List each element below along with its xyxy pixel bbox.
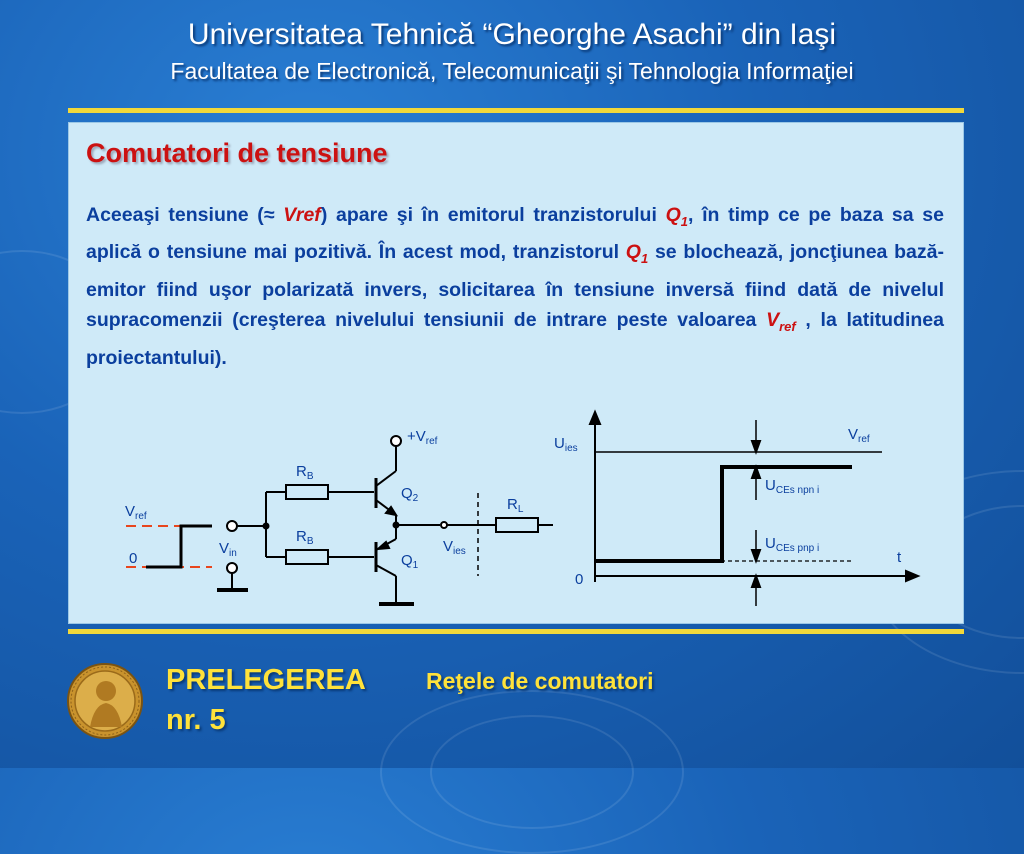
- lecture-topic: Reţele de comutatori: [426, 668, 654, 694]
- uces-npn-label: $U_{CEs npn i}$: [765, 477, 820, 496]
- rb1-resistor: [286, 485, 328, 499]
- rb2-resistor: [286, 550, 328, 564]
- lecture-label: PRELEGEREA: [166, 664, 366, 696]
- vin-label: $V_{in}$: [219, 540, 237, 559]
- input-step-signal: [146, 526, 212, 567]
- rb2-label: $R_B$: [296, 528, 314, 547]
- time-label: t: [897, 549, 902, 566]
- text-run: ) apare şi în emitorul tranzistorului: [320, 204, 666, 226]
- uces-pnp-label: $U_{CEs pnp i}$: [765, 535, 820, 554]
- vref-left-label: $V_{ref}$: [125, 503, 147, 522]
- origin-label: 0: [575, 571, 584, 588]
- vref-term: $V_{ref}$: [766, 309, 796, 335]
- q1-term: $Q_1$: [625, 241, 649, 267]
- vref-right-label: $V_{ref}$: [848, 426, 870, 445]
- q1-term: $Q_1$: [665, 204, 688, 229]
- uies-label: $U_{ies}$: [554, 435, 578, 454]
- vin-terminal: [227, 521, 237, 531]
- output-node: [441, 522, 447, 528]
- rl-label: $R_L$: [507, 496, 524, 515]
- text-run: , în timp ce pe baza sa se aplică o tensiune mai pozitivă. În acest mod, tranzistorul: [86, 204, 944, 264]
- zero-left-label: 0: [129, 550, 138, 567]
- text-run: Aceeaşi tensiune (: [86, 204, 264, 226]
- university-title: Universitatea Tehnică “Gheorghe Asachi” din Iaşi: [187, 18, 837, 51]
- q2-label: $Q_2$: [401, 485, 419, 504]
- text-run: se blochează, joncţiunea bază-emitor fiind uşor polarizată invers, solicitarea în tensiune inversă fiind dată de nivelul supracomenzii (creşterea nivelului tensiunii de intrare peste valoarea: [86, 241, 944, 332]
- slide-title: Comutatori de tensiune: [86, 138, 388, 168]
- text-run: , la latitudinea proiectantului).: [86, 309, 944, 369]
- vref-terminal: [391, 436, 401, 446]
- approx-symbol: ≈: [263, 204, 275, 226]
- ground-terminal: [227, 563, 237, 573]
- rl-resistor: [496, 518, 538, 532]
- vies-label: $V_{ies}$: [443, 538, 466, 557]
- vref-top-label: $+V_{ref}$: [407, 428, 438, 447]
- q1-label: $Q_1$: [401, 552, 419, 571]
- rb1-label: $R_B$: [296, 463, 314, 482]
- vref-term: Vref: [283, 204, 321, 226]
- lecture-number: nr. 5: [166, 704, 226, 736]
- university-medal-logo: [66, 661, 144, 741]
- faculty-subtitle: Facultatea de Electronică, Telecomunicaţii şi Tehnologia Informaţiei: [170, 58, 854, 84]
